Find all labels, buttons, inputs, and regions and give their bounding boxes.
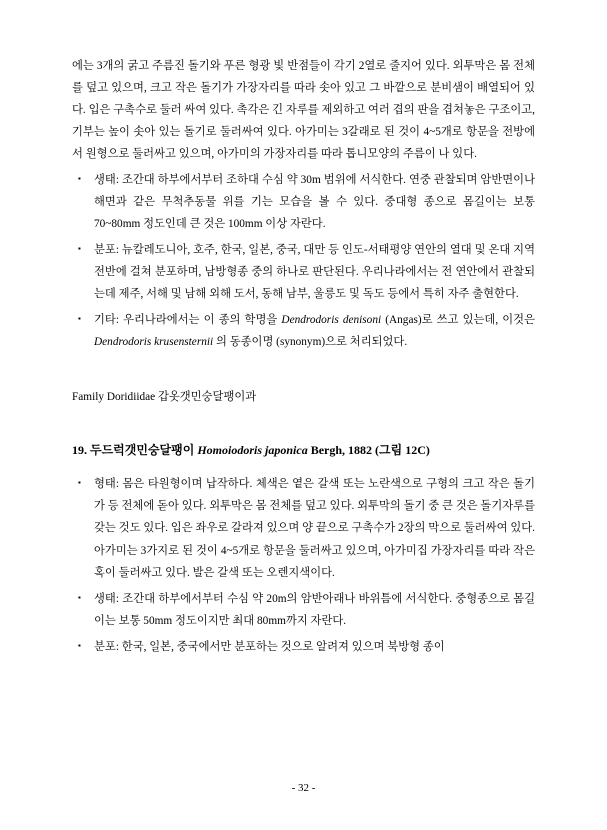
scientific-name: Dendrodoris krusensternii	[94, 336, 214, 349]
page-number: - 32 -	[291, 782, 316, 794]
entry-label: 분포:	[94, 244, 119, 257]
entry-text: 뉴칼레도니아, 호주, 한국, 일본, 중국, 대만 등 인도-서태평양 연안의 열대 및 온대 지역 전반에 걸쳐 분포하며, 남방형종 중의 하나로 판단된다. 우리나라에서는 전 연안에서 관찰되는데 제주, 서해 및 남해 외해 도서, 동해 남부, 울릉도 및 독도 등에서 특히 자주 출현한다.	[94, 244, 536, 301]
entry-text: 조간대 하부에서부터 수심 약 20m의 암반아래나 바위틈에 서식한다. 중형종으로 몸길이는 보통 50mm 정도이지만 최대 80mm까지 자란다.	[94, 592, 536, 627]
bullet-icon: ▪	[78, 478, 81, 488]
bullet-icon: ▪	[78, 640, 81, 650]
list-item	[72, 588, 535, 632]
entry-label: 생태:	[94, 174, 119, 187]
entry-text: 몸은 타원형이며 납작하다. 체색은 옅은 갈색 또는 노란색으로 구형의 크고 작은 돌기가 등 전체에 돋아 있다. 외투막은 몸 전체를 덮고 있다. 외투막의 돌기 중 큰 것은 돌기자루를 갖는 것도 있다. 입은 좌우로 갈라져 있으며 양 끝으로 구촉수가 2장의 막으로 둘러싸여 있다. 아가미는 3가지로 된 것이 4~5개로 항문을 둘러싸고 있으며, 아가미집 가장자리를 따라 작은 혹이 둘러싸고 있다. 발은 갈색 또는 오렌지색이다.	[94, 478, 535, 579]
entry-text-part: 의 동종이명 (synonym)으로 처리되었다.	[213, 336, 408, 349]
entry-body	[94, 239, 535, 305]
list-item	[72, 309, 535, 353]
bullet-icon: ▪	[78, 174, 81, 184]
top-paragraph: 에는 3개의 굵고 주름진 돌기와 푸른 형광 빛 반점들이 각기 2열로 줄지어 있다. 외투막은 몸 전체를 덮고 있으며, 크고 작은 돌기가 가장자리를 따라 솟아 있고 그 바깥으로 분비샘이 배열되어 있다. 입은 구촉수로 둘러 싸여 있다. 촉각은 긴 자루를 제외하고 여러 겹의 판을 겹쳐놓은 구조이고, 기부는 높이 솟아 있는 돌기로 둘러싸여 있다. 아가미는 3갈래로 된 것이 4~5개로 항문을 전방에서 원형으로 둘러싸고 있으며, 아가미의 가장자리를 따라 톱니모양의 주름이 나 있다.	[72, 60, 535, 161]
bullet-icon: ▪	[78, 244, 81, 254]
entry-body	[94, 169, 535, 235]
entry-text: 한국, 일본, 중국에서만 분포하는 것으로 알려져 있으며 북방형 종이	[121, 640, 445, 653]
entry-label: 생태:	[94, 592, 119, 605]
entry-label: 형태:	[94, 478, 119, 491]
species-scientific-name: Homoiodoris japonica	[197, 442, 308, 457]
entry-body	[94, 309, 535, 353]
scientific-name: Dendrodoris denisoni	[281, 314, 382, 327]
entry-text-part: 우리나라에서는 이 종의 학명을	[123, 314, 282, 327]
entry-body	[94, 636, 535, 658]
list-item	[72, 473, 535, 583]
list-item	[72, 169, 535, 235]
entry-body	[94, 473, 535, 583]
species-authority: Bergh, 1882	[310, 442, 373, 457]
bullet-icon: ▪	[78, 314, 81, 324]
entry-body	[94, 588, 535, 632]
species-heading	[72, 439, 535, 462]
species-figure-ref: (그림 12C)	[375, 442, 430, 457]
species-number: 19.	[72, 442, 87, 457]
bullet-icon: ▪	[78, 592, 81, 602]
list-item	[72, 636, 535, 658]
list-item	[72, 239, 535, 305]
entry-label: 기타:	[94, 314, 119, 327]
entry-label: 분포:	[94, 640, 119, 653]
family-heading: Family Doridiidae 갑옷갯민숭달팽이과	[72, 391, 257, 404]
species-korean-name: 두드럭갯민숭달팽이	[90, 442, 195, 457]
entry-text-part: (Angas)로 쓰고 있는데, 이것은	[381, 314, 535, 327]
entry-text: 조간대 하부에서부터 조하대 수심 약 30m 범위에 서식한다. 연중 관찰되며 암반면이나 해면과 같은 무척추동물 위를 기는 모습을 볼 수 있다. 중대형 종으로 몸길이는 보통 70~80mm 정도인데 큰 것은 100mm 이상 자란다.	[94, 174, 535, 231]
